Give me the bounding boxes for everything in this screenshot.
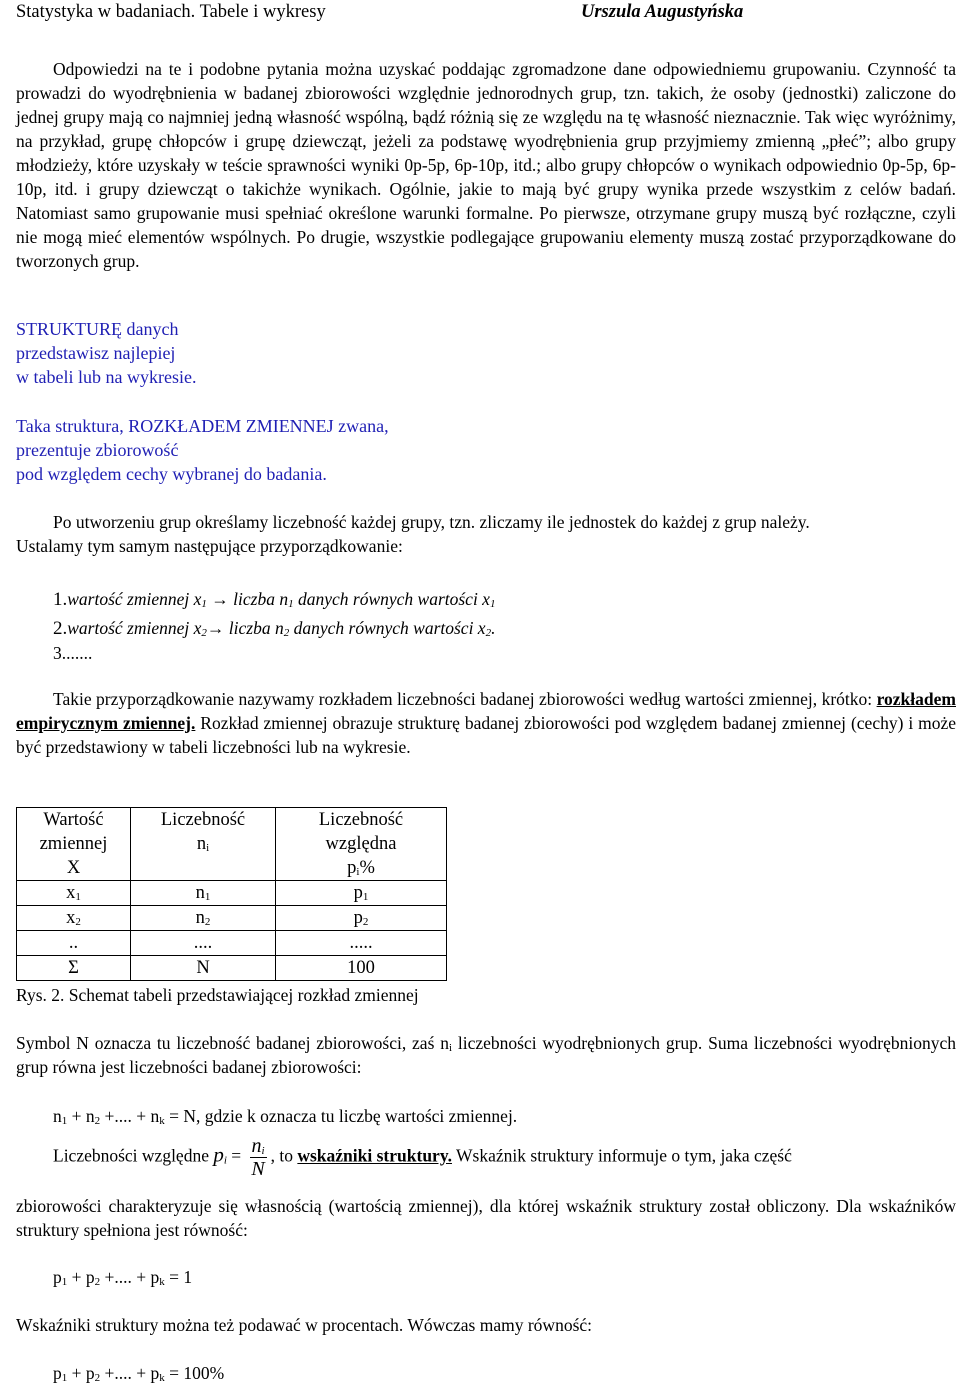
table-row [17,906,447,931]
table-cell: $p_1$ [276,881,447,906]
fraction: $\frac{n_i}{N}$ [251,1135,265,1180]
paragraph-counting-line1: Po utworzeniu grup określamy liczebność każdej grupy, tzn. zliczamy ile jednostek do każdej z grup należy. [53,512,810,532]
highlight-line: przedstawisz najlepiej [16,343,176,363]
table-cell: .... [131,931,276,956]
distribution-table [16,807,447,981]
header-author: Urszula Augustyńska [581,2,744,22]
paragraph-grouping-text: Odpowiedzi na te i podobne pytania można uzyskać poddając zgromadzone dane odpowiedniemu grupowaniu. Czynność ta prowadzi do wyodrębnienia w badanej zbiorowości względnie jednorodnych grup, tzn. takich, że osoby (jednostki) zaliczone do jednej grupy mają co najmniej jedną własność wspólną, bądź różnią się ze względu na tę własność nieznacznie. Tak więc wyróżnimy, na przykład, grupę chłopców i grupę dziewcząt, jeżeli za podstawę wyodrębnienia grup przyjmiemy zmienną „płeć”; albo grupy młodzieży, które uzyskały w teście sprawności wyniki 0p-5p, 6p-10p, itd.; albo grupy chłopców o wynikach odpowiednio 0p-5p, 6p-10p, itd. i grupy dziewcząt o takichże wynikach. Ogólnie, jakie to mają być grupy wynika przede wszystkim z celów badań. Natomiast samo grupowanie musi spełniać określone warunki formalne. Po pierwsze, otrzymane grupy muszą być rozłączne, czyli nie mogą mieć elementów wspólnych. Po drugie, wszystkie podlegające grupowaniu elementy muszą zostać przyporządkowane do tworzonych grup. [16,59,956,271]
table-header-cell: Liczebność względna $p_i\%$ [276,808,447,881]
paragraph-empirical-distribution: Takie przyporządkowanie nazywamy rozkładem liczebności badanej zbiorowości według wartości zmiennej, krótko: rozkładem empirycznym zmiennej. Rozkład zmiennej obrazuje strukturę badanej zbiorowości pod względem badanej zmiennej (cechy) i może być przedstawiony w tabeli liczebności lub na wykresie. [16,689,956,757]
table-row [17,881,447,906]
paragraph-percent: Wskaźniki struktury można też podawać w procentach. Wówczas mamy równość: [16,1315,593,1335]
term-empirical-distribution: rozkładem empirycznym zmiennej. [16,689,956,733]
list-item-1: 1.wartość zmiennej $x_1$ → liczba $n_1$ danych równych wartości $x_1$ [53,589,496,610]
highlight-line: w tabeli lub na wykresie. [16,367,197,387]
paragraph-symbols: Symbol N oznacza tu liczebność badanej zbiorowości, zaś $n_i$ liczebności wyodrębnionych grup. Suma liczebności wyodrębnionych grup równa jest liczebności badanej zbiorowości: [16,1033,956,1077]
equation-sum-counts: $n_1 + n_2$ +.... + $n_k = N$, gdzie k oznacza tu liczbę wartości zmiennej. [53,1106,518,1127]
table-cell: Σ [17,956,131,981]
equation-sum-percent: $p_1 + p_2$ +.... + $p_k = 100\%$ [53,1363,225,1384]
table-cell: N [131,956,276,981]
table-cell: $p_2$ [276,906,447,931]
table-cell: 100 [276,956,447,981]
highlight-structure [16,317,196,389]
equation-sum-one: $p_1 + p_2$ +.... + $p_k = 1$ [53,1267,193,1288]
table-header-cell: Liczebność $n_i$ [131,808,276,881]
header-title: Statystyka w badaniach. Tabele i wykresy [16,2,326,22]
list-item-3: 3....... [53,643,93,663]
paragraph-counting-line2: Ustalamy tym samym następujące przyporządkowanie: [16,536,403,556]
term-structure-indicators: wskaźniki struktury. [297,1145,452,1166]
highlight-distribution [16,414,389,486]
table-header-row [17,808,447,881]
paragraph-grouping [16,57,956,273]
figure-caption: Rys. 2. Schemat tabeli przedstawiającej rozkład zmiennej [16,985,419,1005]
list-item-2: 2.wartość zmiennej $x_2\to$ liczba $n_2$ danych równych wartości $x_2$. [53,618,496,639]
paragraph-structure-indicator: zbiorowości charakteryzuje się własnością (wartością zmiennej), dla której wskaźnik struktury został obliczony. Dla wskaźników struktury spełniona jest równość: [16,1196,956,1240]
page-header [16,0,956,24]
table-cell: ..... [276,931,447,956]
table-cell: $x_1$ [17,881,131,906]
table-header-cell: Wartość zmiennej X [17,808,131,881]
table-sum-row [17,956,447,981]
table-cell: .. [17,931,131,956]
table-cell: $n_2$ [131,906,276,931]
highlight-line: prezentuje zbiorowość [16,440,179,460]
highlight-line: STRUKTURĘ danych [16,319,179,339]
paragraph-counting [16,510,956,558]
table-row [17,931,447,956]
table-cell: $n_1$ [131,881,276,906]
highlight-line: Taka struktura, ROZKŁADEM ZMIENNEJ zwana, [16,416,389,436]
equation-relative-frequency: Liczebności względne $p_i$ = $\frac{n_i}{N}$ , to wskaźniki struktury. Wskaźnik struktury informuje o tym, jaka część [53,1135,792,1180]
highlight-line: pod względem cechy wybranej do badania. [16,464,327,484]
table-cell: $x_2$ [17,906,131,931]
